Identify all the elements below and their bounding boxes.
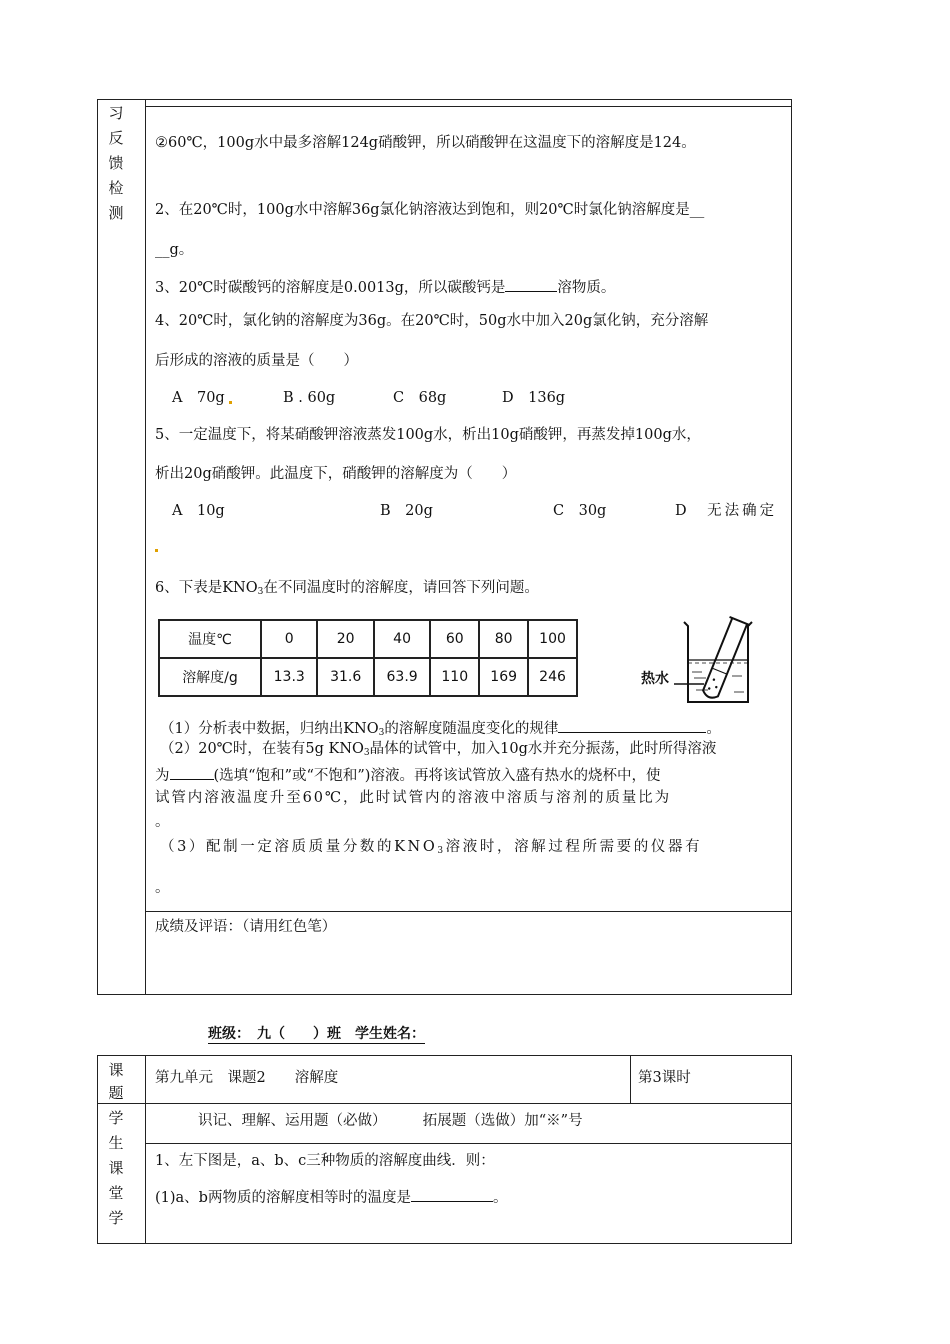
side-char: 学: [108, 1209, 124, 1227]
question-5-option-c: C 30g: [553, 503, 607, 519]
table-cell: 169: [479, 658, 528, 696]
bottom-question-1-end: 。: [492, 1190, 508, 1206]
top-frame-bottom-border: [97, 994, 792, 995]
side-char: 馈: [108, 154, 124, 172]
question-2-line-2: __g。: [155, 242, 194, 258]
table-cell: 20: [317, 620, 373, 658]
table-cell: 246: [528, 658, 577, 696]
bottom-question-1-blank: [411, 1185, 493, 1202]
question-6-part-3-b: 溶液时，溶解过程所需要的仪器有: [445, 839, 703, 855]
question-6-part-2-line-2-a: 为: [155, 768, 170, 784]
title-row-bottom-border: [97, 1103, 792, 1104]
question-6-part-2-b: 晶体的试管中，加入10g水并充分振荡，此时所得溶液: [369, 741, 717, 757]
question-5-line-1: 5、一定温度下，将某硝酸钾溶液蒸发100g水，析出10g硝酸钾，再蒸发掉100g水，: [155, 427, 701, 443]
table-cell: 63.9: [374, 658, 430, 696]
table-cell: 100: [528, 620, 577, 658]
question-6-part-2-line-2-b: (选填“饱和”或“不饱和”)溶液。再将该试管放入盛有热水的烧杯中，使: [213, 768, 661, 784]
kno3-solubility-table: [158, 619, 578, 697]
table-cell: 80: [479, 620, 528, 658]
question-4-line-2: 后形成的溶液的质量是（ ）: [155, 353, 358, 369]
question-6-part-2-blank: [170, 763, 214, 780]
question-6-part-1-c: 。: [706, 721, 721, 737]
question-5-line-2: 析出20g硝酸钾。此温度下，硝酸钾的溶解度为（ ）: [155, 466, 517, 482]
bottom-question-1-text: (1)a、b两物质的溶解度相等时的温度是: [155, 1190, 411, 1206]
question-6-intro-sub: 3: [257, 587, 264, 597]
question-3-text-b: 溶物质。: [557, 280, 616, 296]
question-6-part-2-line-1: [160, 739, 716, 763]
question-6-part-1-b: 的溶解度随温度变化的规律: [384, 721, 559, 737]
instruction-line: 识记、理解、运用题（必做） 拓展题（选做）加“※”号: [198, 1113, 583, 1129]
table-row: [159, 620, 577, 658]
table-header-solubility: 溶解度/g: [159, 658, 261, 696]
question-6-part-3-a: （3）配制一定溶质质量分数的KNO: [160, 839, 438, 855]
table-cell: 31.6: [317, 658, 373, 696]
question-5-option-b: B 20g: [380, 503, 433, 519]
unit-title: 第九单元 课题2 溶解度: [155, 1070, 339, 1086]
question-6-part-1-blank: [558, 716, 706, 733]
bottom-question-1-line-2: [155, 1185, 507, 1208]
bottom-frame-top-border: [97, 1055, 792, 1056]
side-char: 测: [108, 204, 124, 222]
table-cell: 110: [430, 658, 479, 696]
top-frame-inner-top-line: [145, 106, 792, 107]
question-4-option-b: B . 60g: [283, 390, 336, 406]
table-cell: 0: [261, 620, 317, 658]
question-4-option-c: C 68g: [393, 390, 447, 406]
side-char: 学: [108, 1109, 124, 1127]
bottom-frame-left-border: [97, 1055, 98, 1244]
question-4-option-d: D 136g: [502, 390, 566, 406]
question-6-intro-a: 6、下表是KNO: [155, 580, 258, 596]
table-header-temperature: 温度℃: [159, 620, 261, 658]
beaker-label: 热水: [641, 671, 669, 687]
mark-dot: [155, 549, 158, 552]
question-5-option-a: A 10g: [172, 503, 225, 519]
period-label: 第3课时: [638, 1070, 691, 1086]
question-6-part-3-line-1: [160, 837, 702, 861]
side-char: 题: [108, 1084, 124, 1102]
table-cell: 13.3: [261, 658, 317, 696]
question-5-option-d: D 无法确定: [675, 503, 778, 519]
top-frame-right-border: [791, 99, 792, 995]
table-cell: 60: [430, 620, 479, 658]
side-char: 习: [108, 104, 124, 122]
question-2-line-1: 2、在20℃时，100g水中溶解36g氯化钠溶液达到饱和，则20℃时氯化钠溶解度是__: [155, 202, 705, 218]
question-6-intro: [155, 578, 539, 602]
period-column-divider: [630, 1055, 631, 1103]
side-char: 堂: [108, 1184, 124, 1202]
question-6-part-2-sub: 3: [363, 748, 370, 758]
question-4-line-1: 4、20℃时，氯化钠的溶解度为36g。在20℃时，50g水中加入20g氯化钠，充分溶解: [155, 313, 709, 329]
question-3-blank: [505, 275, 557, 292]
question-6-intro-b: 在不同温度时的溶解度，请回答下列问题。: [263, 580, 539, 596]
question-6-part-2-a: （2）20℃时，在装有5g KNO: [160, 741, 364, 757]
question-6-part-2-line-4: 。: [155, 814, 170, 830]
question-6-part-1-a: （1）分析表中数据，归纳出KNO: [160, 721, 379, 737]
side-char: 课: [108, 1159, 124, 1177]
question-6-part-2-line-2: [155, 763, 660, 786]
bottom-question-1-line-1: 1、左下图是，a、b、c三种物质的溶解度曲线．则：: [155, 1153, 495, 1169]
grade-row-divider: [145, 911, 792, 912]
question-6-part-3-sub: 3: [437, 846, 446, 856]
side-char: 反: [108, 129, 124, 147]
question-6-part-2-line-3: 试管内溶液温度升至60℃，此时试管内的溶液中溶质与溶剂的质量比为: [155, 790, 671, 806]
instruction-row-bottom-border: [145, 1143, 792, 1144]
side-char: 检: [108, 179, 124, 197]
class-name-line: 班级： 九（ ）班 学生姓名：: [208, 1026, 425, 1042]
table-cell: 40: [374, 620, 430, 658]
bottom-frame-right-border: [791, 1055, 792, 1244]
top-frame-divider: [145, 99, 146, 995]
question-4-option-a: A 70g: [172, 390, 225, 406]
question-3: [155, 275, 615, 298]
question-1-line-2: ②60℃，100g水中最多溶解124g硝酸钾，所以硝酸钾在这温度下的溶解度是124。: [155, 135, 696, 151]
top-frame-top-border: [97, 99, 792, 100]
question-3-text-a: 3、20℃时碳酸钙的溶解度是0.0013g，所以碳酸钙是: [155, 280, 506, 296]
bottom-frame-bottom-border: [97, 1243, 792, 1244]
grade-comment-label: 成绩及评语：（请用红色笔）: [155, 919, 337, 935]
top-frame-left-border: [97, 99, 98, 995]
question-6-part-1-sub: 3: [378, 728, 385, 738]
side-char: 生: [108, 1134, 124, 1152]
bottom-frame-divider: [145, 1055, 146, 1244]
side-char: 课: [108, 1061, 124, 1079]
question-6-part-3-line-2: 。: [155, 880, 170, 896]
beaker-test-tube-icon: [672, 612, 762, 707]
table-row: [159, 658, 577, 696]
mark-dot: [229, 401, 232, 404]
